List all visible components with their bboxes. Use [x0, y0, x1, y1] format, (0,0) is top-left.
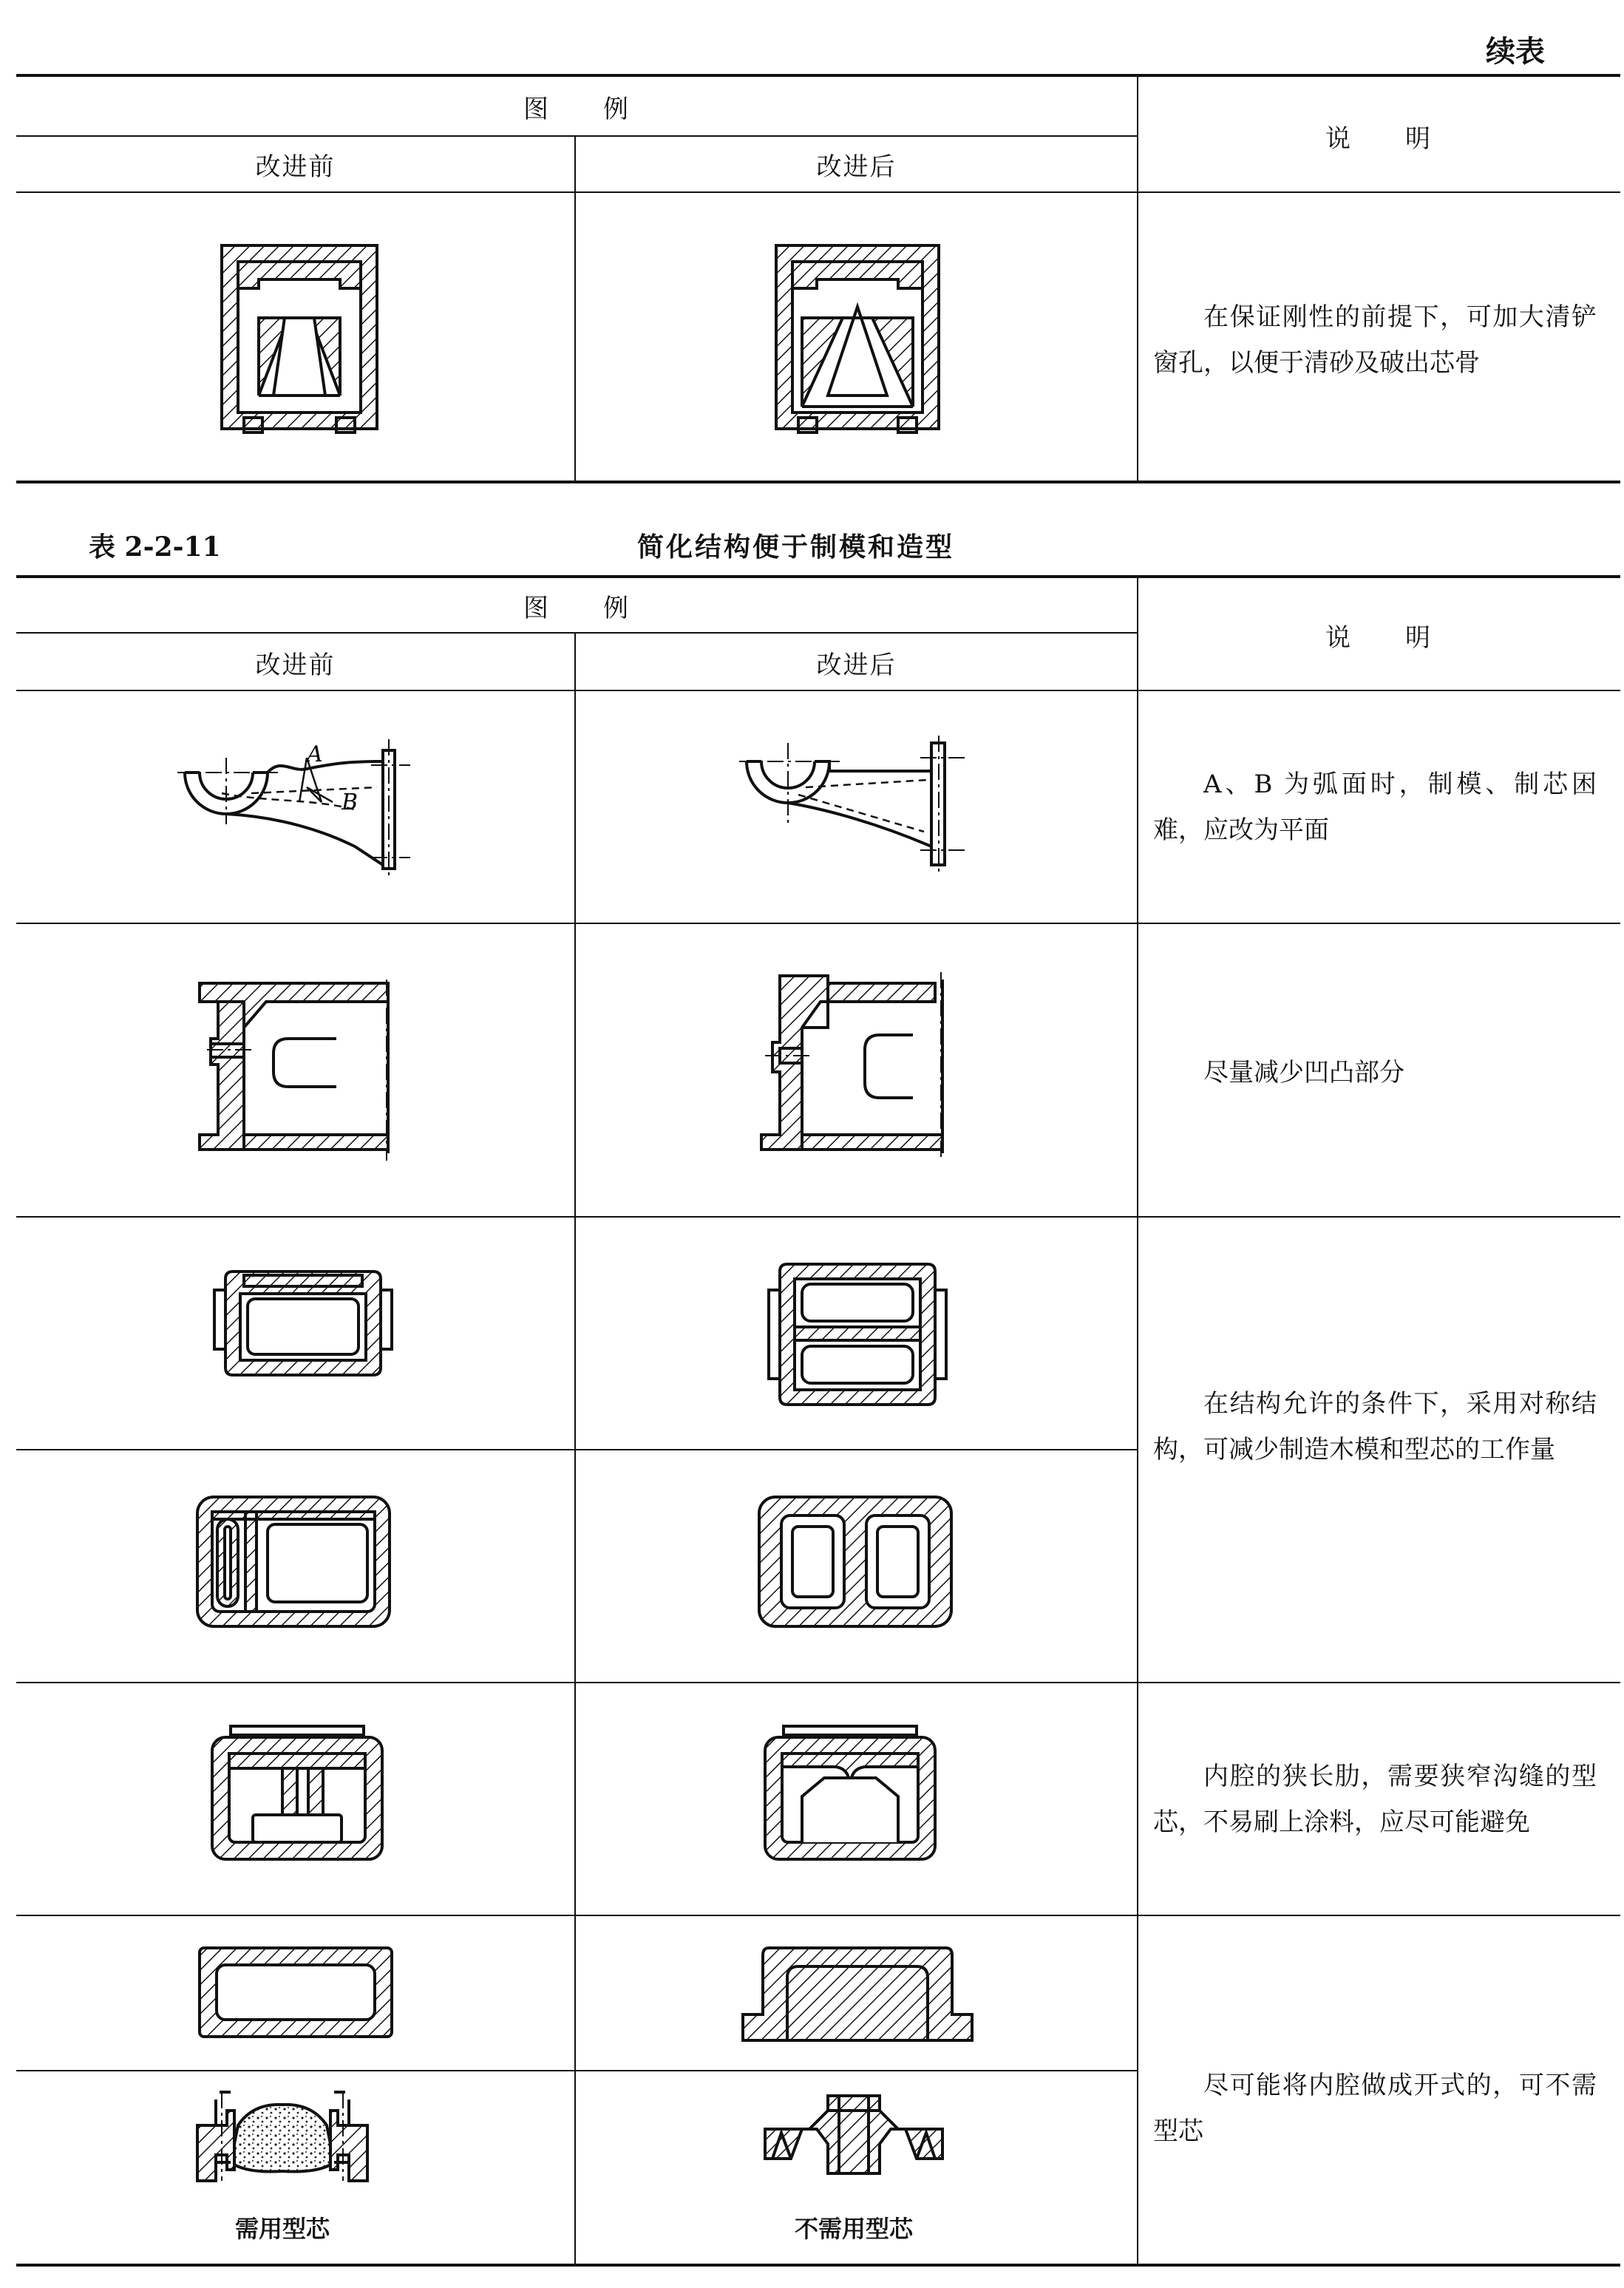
- caption-core-not-required: 不需用型芯: [794, 2215, 913, 2243]
- label-a: A: [307, 741, 323, 767]
- table1-rule: [16, 191, 1620, 193]
- figure-symmetric-1-after: [769, 1260, 946, 1408]
- figure-core-not-required: [758, 2088, 950, 2185]
- figure-core-required: [194, 2088, 371, 2185]
- table1-bottom-rule: [16, 481, 1620, 483]
- figure-symmetric-2-before: [194, 1493, 393, 1630]
- table1-header-figure: 图 例: [523, 95, 630, 124]
- figure-rib-before: [208, 1722, 386, 1863]
- figure-symmetric-2-after: [755, 1493, 955, 1630]
- label-b: B: [342, 790, 359, 815]
- table1-header-note: 说 明: [1325, 124, 1432, 154]
- figure-cavity-after: [739, 1944, 976, 2048]
- caption-core-required: 需用型芯: [234, 2215, 330, 2243]
- table2-row-rule: [16, 1216, 1620, 1218]
- table-number: 表 2-2-11: [89, 532, 221, 563]
- note-open-cavity: 尽可能将内腔做成开式的，可不需型芯: [1153, 2071, 1597, 2146]
- figure-cavity-before: [196, 1944, 395, 2040]
- figure-window-before: [214, 237, 384, 444]
- table2-col-divider: [574, 632, 576, 2265]
- continued-table-label: 续表: [1486, 34, 1545, 69]
- note-housing: 尽量减少凹凸部分: [1203, 1058, 1404, 1087]
- figure-bracket-before: [177, 728, 421, 876]
- table1-header-after: 改进后: [816, 152, 897, 182]
- table2-top-rule: [16, 575, 1620, 578]
- table1-col-divider: [574, 135, 576, 482]
- figure-housing-before: [196, 976, 395, 1168]
- table2-row-rule: [16, 1915, 1620, 1916]
- table2-row-rule: [16, 1682, 1620, 1683]
- table2-header-after: 改进后: [816, 651, 897, 680]
- table2-col-divider: [1137, 575, 1138, 2265]
- table1-top-rule: [16, 74, 1620, 77]
- figure-bracket-after: [732, 728, 976, 876]
- table2-rule: [16, 690, 1620, 691]
- figure-housing-after: [758, 968, 957, 1168]
- table-title: 简化结构便于制模和造型: [637, 532, 955, 563]
- table2-header-note: 说 明: [1325, 623, 1432, 653]
- table2-bottom-rule: [16, 2264, 1620, 2267]
- note-bracket: A、B 为弧面时，制模、制芯困难，应改为平面: [1153, 770, 1597, 845]
- table2-header-figure: 图 例: [523, 594, 630, 623]
- figure-window-after: [769, 237, 946, 444]
- figure-symmetric-1-before: [214, 1268, 392, 1379]
- table2-rule: [16, 632, 1138, 634]
- figure-rib-after: [761, 1722, 939, 1863]
- table1-header-before: 改进前: [255, 152, 336, 182]
- note-symmetric: 在结构允许的条件下，采用对称结构，可减少制造木模和型芯的工作量: [1153, 1389, 1597, 1464]
- note-rib: 内腔的狭长肋，需要狭窄沟缝的型芯，不易刷上涂料，应尽可能避免: [1153, 1762, 1597, 1837]
- table2-row-rule: [16, 923, 1620, 924]
- table2-row-rule: [16, 1449, 1138, 1450]
- table2-row-rule: [16, 2070, 1138, 2071]
- table1-rule: [16, 135, 1138, 137]
- table1-note: 在保证刚性的前提下，可加大清铲窗孔，以便于清砂及破出芯骨: [1153, 302, 1597, 378]
- table2-header-before: 改进前: [255, 651, 336, 680]
